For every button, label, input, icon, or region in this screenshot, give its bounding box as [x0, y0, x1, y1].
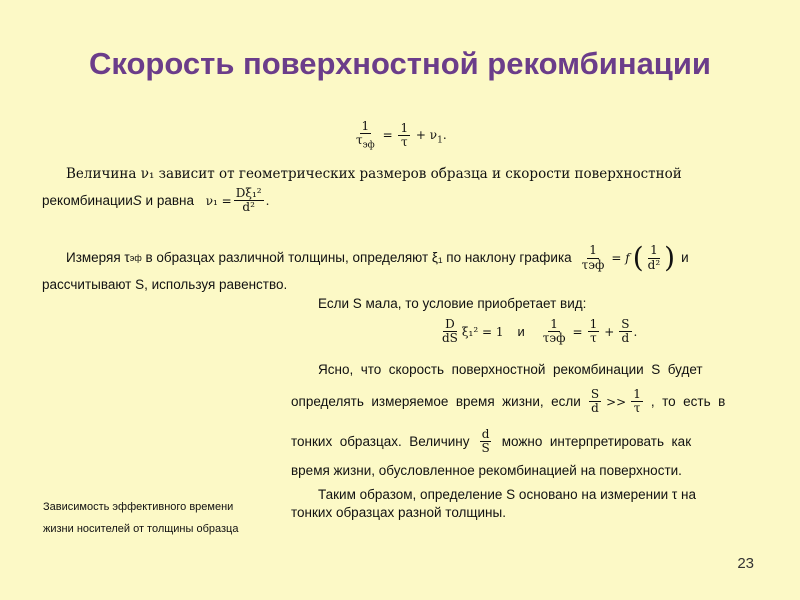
denominator: d	[591, 401, 599, 416]
paragraph-text: тонких образцах разной толщины.	[291, 505, 506, 520]
paragraph-line: и равна	[141, 192, 198, 208]
caption-line: жизни носителей от толщины образца	[43, 523, 239, 535]
paragraph-nu1-line2	[42, 187, 442, 214]
paragraph-line: рекомбинации	[42, 192, 133, 208]
fraction	[588, 318, 600, 345]
paragraph-text: тонких образцах. Величину	[291, 433, 470, 449]
denominator: d	[621, 331, 630, 346]
paragraph-small-S	[318, 294, 586, 314]
plus-term: + ν	[415, 128, 438, 143]
denominator: d²	[242, 200, 255, 215]
numerator: 1	[650, 244, 658, 258]
formula-text: ξ₁² = 1	[461, 324, 504, 339]
small-S-formulas	[438, 318, 637, 345]
subscript: эф	[129, 253, 142, 263]
slide-title: Скорость поверхностной рекомбинации	[89, 46, 711, 81]
numerator: D	[445, 317, 455, 331]
period: .	[633, 324, 638, 339]
nu1-label: ν₁ =	[205, 193, 232, 208]
paragraph-clear	[318, 360, 744, 380]
fraction	[398, 122, 410, 149]
nu1-formula	[206, 187, 270, 214]
numerator: 1	[400, 121, 409, 136]
paragraph-nu1	[66, 164, 744, 184]
formula-effective-lifetime	[352, 120, 447, 151]
symbol-S: S	[132, 192, 142, 208]
paragraph-clear-line3	[291, 428, 744, 455]
numerator: 1	[589, 244, 597, 258]
fraction	[619, 318, 631, 345]
fraction	[580, 244, 607, 271]
paragraph-line: Величина ν₁ зависит от геометрических размеров образца и скорости поверхностной	[66, 166, 682, 182]
and-word: и	[517, 323, 525, 339]
page-number: 23	[737, 555, 754, 572]
equals-sign: =	[572, 324, 583, 339]
paragraph-text: Ясно, что скорость поверхностной рекомбинации S будет	[318, 362, 703, 377]
paragraph-text: определять измеряемое время жизни, если	[291, 393, 581, 409]
period: .	[442, 128, 447, 143]
paren-right: )	[664, 244, 676, 272]
denominator: S	[481, 441, 490, 456]
fraction	[234, 187, 264, 214]
denominator: τ	[400, 135, 408, 150]
fraction	[480, 428, 492, 455]
denominator: dS	[442, 331, 458, 346]
much-greater: >>	[606, 394, 627, 409]
paragraph-text: и	[681, 250, 689, 265]
paren-left: (	[632, 244, 644, 272]
denominator: τэф	[581, 257, 605, 272]
paragraph-clear-line2	[291, 388, 744, 415]
numerator: 1	[633, 388, 641, 401]
paragraph-text: можно интерпретировать как	[501, 433, 692, 449]
period: .	[265, 193, 270, 208]
plus-sign: +	[604, 324, 615, 339]
denominator: τ	[590, 331, 597, 346]
fraction	[354, 120, 377, 151]
fraction	[440, 318, 460, 345]
paragraph-text: Измеряя τ	[66, 250, 130, 265]
denominator: $\tau_{эф}$	[356, 133, 375, 151]
fraction	[589, 388, 601, 415]
fraction	[631, 388, 643, 415]
graph-formula	[578, 244, 675, 272]
equals-sign: =	[382, 128, 393, 143]
paragraph-conclusion-line2	[291, 503, 506, 523]
paragraph-measure	[66, 244, 744, 272]
paragraph-measure-line2	[42, 275, 287, 295]
numerator: 1	[361, 119, 370, 133]
paragraph-text: рассчитывают S, используя равенство.	[42, 277, 288, 292]
figure-caption	[43, 496, 238, 540]
paragraph-text: в образцах различной толщины, определяют ξ₁ по наклону графика	[141, 250, 572, 265]
paragraph-clear-line4	[291, 461, 682, 481]
function-f: = f	[611, 251, 630, 265]
paragraph-text: Если S мала, то условие приобретает вид:	[318, 296, 587, 311]
subscript: 1	[437, 135, 443, 146]
numerator: Dξ₁²	[235, 186, 262, 200]
paragraph-text: , то есть в	[650, 393, 726, 409]
paragraph-conclusion	[318, 485, 744, 505]
numerator: 1	[589, 317, 598, 331]
paragraph-text: Таким образом, определение S основано на измерении τ на	[318, 487, 696, 502]
caption-line: Зависимость эффективного времени	[43, 501, 234, 513]
denominator: τэф	[542, 331, 566, 346]
fraction	[646, 244, 663, 271]
denominator: d²	[647, 257, 661, 272]
fraction	[541, 318, 568, 345]
numerator: d	[481, 428, 490, 441]
condition-formula	[587, 388, 645, 415]
numerator: 1	[550, 317, 558, 331]
paragraph-text: время жизни, обусловленное рекомбинацией на поверхности.	[291, 463, 682, 478]
numerator: S	[621, 317, 630, 331]
numerator: S	[590, 388, 600, 401]
denominator: τ	[633, 401, 641, 416]
